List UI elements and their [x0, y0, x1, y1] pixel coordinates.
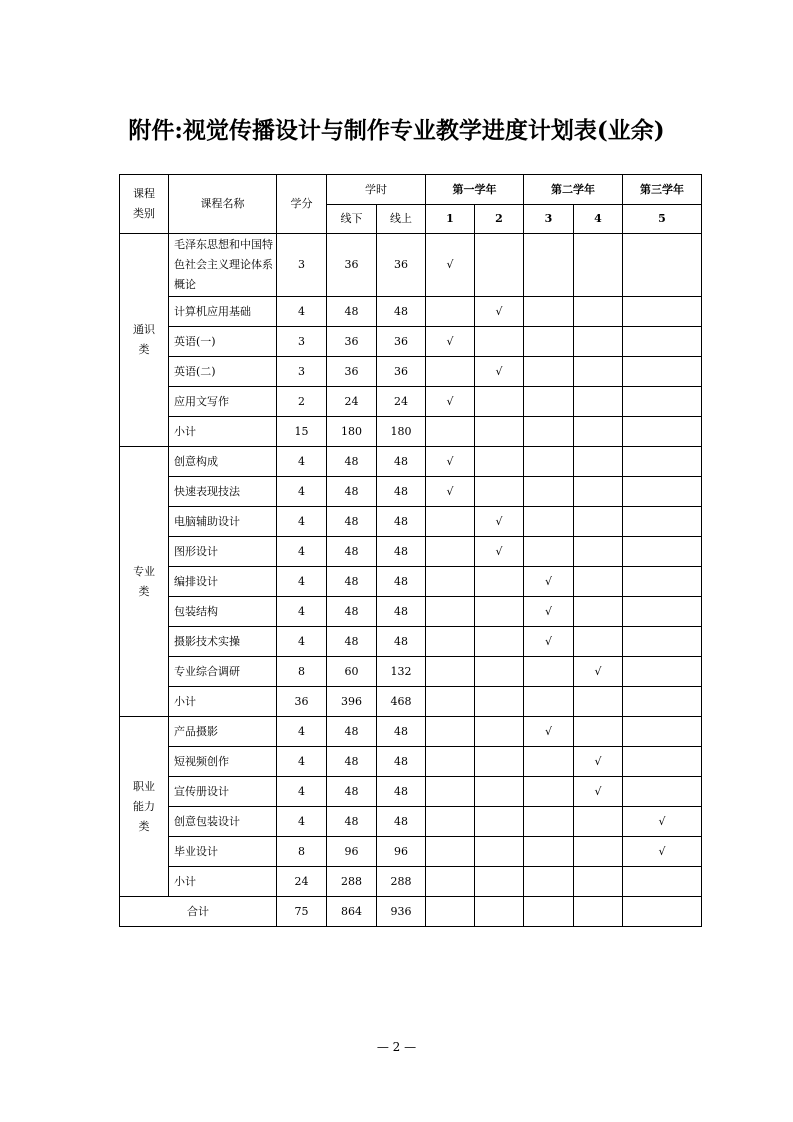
credits-cell: 4	[277, 777, 327, 807]
online-hours-cell: 48	[377, 297, 426, 327]
semester-5-cell	[623, 897, 702, 927]
header-semester-1: 1	[426, 205, 475, 234]
semester-5-cell	[623, 537, 702, 567]
header-semester-4: 4	[574, 205, 623, 234]
table-row	[120, 567, 702, 597]
offline-hours-cell: 180	[327, 417, 377, 447]
table-row	[120, 807, 702, 837]
semester-3-cell	[524, 387, 574, 417]
table-row	[120, 387, 702, 417]
course-name-cell: 毕业设计	[169, 837, 277, 867]
semester-4-cell	[574, 234, 623, 297]
semester-2-cell	[475, 867, 524, 897]
online-hours-cell: 36	[377, 357, 426, 387]
semester-5-cell	[623, 717, 702, 747]
semester-1-check-mark: √	[426, 447, 475, 477]
header-year-3: 第三学年	[623, 175, 702, 205]
table-row	[120, 717, 702, 747]
page-title: 附件:视觉传播设计与制作专业教学进度计划表(业余)	[128, 117, 665, 144]
course-name-cell: 编排设计	[169, 567, 277, 597]
semester-4-cell	[574, 537, 623, 567]
semester-2-cell	[475, 477, 524, 507]
semester-1-cell	[426, 747, 475, 777]
semester-2-cell	[475, 447, 524, 477]
course-name-cell: 英语(一)	[169, 327, 277, 357]
semester-2-check-mark: √	[475, 537, 524, 567]
semester-5-cell	[623, 327, 702, 357]
header-category: 课程 类别	[120, 175, 169, 234]
semester-1-cell	[426, 657, 475, 687]
semester-5-cell	[623, 747, 702, 777]
table-row	[120, 777, 702, 807]
offline-hours-cell: 48	[327, 567, 377, 597]
semester-4-cell	[574, 717, 623, 747]
semester-1-cell	[426, 717, 475, 747]
semester-1-cell	[426, 807, 475, 837]
table-row	[120, 597, 702, 627]
semester-3-cell	[524, 657, 574, 687]
semester-5-check-mark: √	[623, 837, 702, 867]
semester-4-cell	[574, 597, 623, 627]
offline-hours-cell: 36	[327, 357, 377, 387]
offline-hours-cell: 48	[327, 597, 377, 627]
online-hours-cell: 48	[377, 717, 426, 747]
offline-hours-cell: 48	[327, 297, 377, 327]
credits-cell: 4	[277, 297, 327, 327]
semester-4-cell	[574, 477, 623, 507]
semester-3-cell	[524, 327, 574, 357]
semester-3-cell	[524, 807, 574, 837]
semester-5-cell	[623, 567, 702, 597]
table-row	[120, 477, 702, 507]
online-hours-cell: 288	[377, 867, 426, 897]
semester-1-cell	[426, 567, 475, 597]
semester-3-cell	[524, 477, 574, 507]
online-hours-cell: 24	[377, 387, 426, 417]
total-row	[120, 897, 702, 927]
semester-1-cell	[426, 777, 475, 807]
header-semester-5: 5	[623, 205, 702, 234]
credits-cell: 3	[277, 357, 327, 387]
semester-1-check-mark: √	[426, 327, 475, 357]
online-hours-cell: 48	[377, 447, 426, 477]
credits-cell: 4	[277, 627, 327, 657]
semester-2-cell	[475, 417, 524, 447]
semester-2-cell	[475, 327, 524, 357]
table-row	[120, 297, 702, 327]
header-semester-2: 2	[475, 205, 524, 234]
semester-4-cell	[574, 417, 623, 447]
course-name-cell: 产品摄影	[169, 717, 277, 747]
table-row	[120, 327, 702, 357]
category-cell: 职业 能力 类	[120, 717, 169, 897]
total-online-hours: 936	[377, 897, 426, 927]
semester-4-check-mark: √	[574, 777, 623, 807]
credits-cell: 8	[277, 837, 327, 867]
credits-cell: 4	[277, 597, 327, 627]
credits-cell: 4	[277, 477, 327, 507]
offline-hours-cell: 60	[327, 657, 377, 687]
course-name-cell: 应用文写作	[169, 387, 277, 417]
online-hours-cell: 48	[377, 507, 426, 537]
offline-hours-cell: 48	[327, 537, 377, 567]
table-row	[120, 507, 702, 537]
semester-4-cell	[574, 567, 623, 597]
semester-3-cell	[524, 357, 574, 387]
semester-3-cell	[524, 777, 574, 807]
semester-4-cell	[574, 297, 623, 327]
semester-1-check-mark: √	[426, 477, 475, 507]
semester-4-check-mark: √	[574, 657, 623, 687]
credits-cell: 24	[277, 867, 327, 897]
category-cell: 专业 类	[120, 447, 169, 717]
course-name-cell: 宣传册设计	[169, 777, 277, 807]
course-name-cell: 摄影技术实操	[169, 627, 277, 657]
offline-hours-cell: 48	[327, 777, 377, 807]
credits-cell: 4	[277, 567, 327, 597]
course-name-cell: 创意包装设计	[169, 807, 277, 837]
semester-2-cell	[475, 777, 524, 807]
offline-hours-cell: 288	[327, 867, 377, 897]
online-hours-cell: 180	[377, 417, 426, 447]
semester-3-cell	[524, 747, 574, 777]
offline-hours-cell: 48	[327, 717, 377, 747]
semester-2-cell	[475, 627, 524, 657]
header-online: 线上	[377, 205, 426, 234]
table-row	[120, 537, 702, 567]
header-semester-3: 3	[524, 205, 574, 234]
online-hours-cell: 48	[377, 477, 426, 507]
online-hours-cell: 48	[377, 747, 426, 777]
semester-2-cell	[475, 387, 524, 417]
online-hours-cell: 48	[377, 537, 426, 567]
table-row	[120, 357, 702, 387]
semester-1-cell	[426, 537, 475, 567]
credits-cell: 3	[277, 234, 327, 297]
course-name-cell: 英语(二)	[169, 357, 277, 387]
course-name-cell: 小计	[169, 417, 277, 447]
semester-4-cell	[574, 807, 623, 837]
semester-1-cell	[426, 837, 475, 867]
credits-cell: 4	[277, 717, 327, 747]
header-credits: 学分	[277, 175, 327, 234]
table-row	[120, 837, 702, 867]
course-name-cell: 电脑辅助设计	[169, 507, 277, 537]
course-name-cell: 创意构成	[169, 447, 277, 477]
offline-hours-cell: 396	[327, 687, 377, 717]
online-hours-cell: 36	[377, 234, 426, 297]
semester-4-check-mark: √	[574, 747, 623, 777]
semester-5-cell	[623, 657, 702, 687]
semester-2-cell	[475, 837, 524, 867]
semester-1-cell	[426, 357, 475, 387]
online-hours-cell: 36	[377, 327, 426, 357]
course-name-cell: 包装结构	[169, 597, 277, 627]
table-row	[120, 627, 702, 657]
table-row	[120, 447, 702, 477]
offline-hours-cell: 48	[327, 627, 377, 657]
semester-4-cell	[574, 627, 623, 657]
semester-5-cell	[623, 447, 702, 477]
offline-hours-cell: 24	[327, 387, 377, 417]
semester-1-cell	[426, 627, 475, 657]
semester-1-cell	[426, 597, 475, 627]
semester-1-cell	[426, 867, 475, 897]
semester-3-cell	[524, 687, 574, 717]
semester-4-cell	[574, 897, 623, 927]
semester-5-cell	[623, 477, 702, 507]
semester-2-cell	[475, 657, 524, 687]
semester-1-cell	[426, 297, 475, 327]
semester-1-cell	[426, 897, 475, 927]
semester-3-cell	[524, 297, 574, 327]
credits-cell: 36	[277, 687, 327, 717]
online-hours-cell: 48	[377, 627, 426, 657]
semester-2-cell	[475, 807, 524, 837]
offline-hours-cell: 36	[327, 327, 377, 357]
semester-4-cell	[574, 447, 623, 477]
credits-cell: 4	[277, 447, 327, 477]
course-name-cell: 快速表现技法	[169, 477, 277, 507]
table-row	[120, 747, 702, 777]
semester-3-cell	[524, 507, 574, 537]
offline-hours-cell: 48	[327, 507, 377, 537]
table-row	[120, 867, 702, 897]
offline-hours-cell: 48	[327, 747, 377, 777]
semester-5-cell	[623, 417, 702, 447]
semester-3-cell	[524, 837, 574, 867]
header-year-2: 第二学年	[524, 175, 623, 205]
online-hours-cell: 96	[377, 837, 426, 867]
online-hours-cell: 48	[377, 567, 426, 597]
semester-5-cell	[623, 387, 702, 417]
credits-cell: 15	[277, 417, 327, 447]
category-cell: 通识 类	[120, 234, 169, 447]
course-name-cell: 专业综合调研	[169, 657, 277, 687]
semester-2-check-mark: √	[475, 297, 524, 327]
teaching-schedule-table	[119, 174, 702, 927]
semester-3-cell	[524, 867, 574, 897]
credits-cell: 4	[277, 507, 327, 537]
offline-hours-cell: 36	[327, 234, 377, 297]
credits-cell: 3	[277, 327, 327, 357]
semester-3-cell	[524, 234, 574, 297]
online-hours-cell: 468	[377, 687, 426, 717]
semester-4-cell	[574, 357, 623, 387]
credits-cell: 4	[277, 807, 327, 837]
semester-2-check-mark: √	[475, 507, 524, 537]
semester-5-cell	[623, 627, 702, 657]
credits-cell: 8	[277, 657, 327, 687]
total-offline-hours: 864	[327, 897, 377, 927]
semester-5-cell	[623, 297, 702, 327]
semester-5-cell	[623, 357, 702, 387]
table-row	[120, 234, 702, 297]
course-name-cell: 毛泽东思想和中国特色社会主义理论体系概论	[169, 234, 277, 297]
page-number: — 2 —	[376, 1040, 417, 1054]
course-name-cell: 计算机应用基础	[169, 297, 277, 327]
semester-2-cell	[475, 597, 524, 627]
semester-2-cell	[475, 717, 524, 747]
online-hours-cell: 48	[377, 597, 426, 627]
semester-4-cell	[574, 507, 623, 537]
semester-3-check-mark: √	[524, 597, 574, 627]
course-name-cell: 小计	[169, 867, 277, 897]
credits-cell: 4	[277, 537, 327, 567]
course-name-cell: 短视频创作	[169, 747, 277, 777]
header-offline: 线下	[327, 205, 377, 234]
online-hours-cell: 48	[377, 807, 426, 837]
semester-4-cell	[574, 867, 623, 897]
semester-2-cell	[475, 234, 524, 297]
semester-1-check-mark: √	[426, 234, 475, 297]
semester-4-cell	[574, 687, 623, 717]
header-hours: 学时	[327, 175, 426, 205]
offline-hours-cell: 48	[327, 807, 377, 837]
semester-5-cell	[623, 687, 702, 717]
semester-5-cell	[623, 234, 702, 297]
semester-3-cell	[524, 417, 574, 447]
offline-hours-cell: 96	[327, 837, 377, 867]
semester-1-check-mark: √	[426, 387, 475, 417]
semester-4-cell	[574, 327, 623, 357]
semester-3-check-mark: √	[524, 567, 574, 597]
semester-3-cell	[524, 897, 574, 927]
table-row	[120, 687, 702, 717]
header-course-name: 课程名称	[169, 175, 277, 234]
credits-cell: 2	[277, 387, 327, 417]
semester-5-check-mark: √	[623, 807, 702, 837]
semester-2-cell	[475, 687, 524, 717]
semester-1-cell	[426, 417, 475, 447]
semester-3-cell	[524, 537, 574, 567]
online-hours-cell: 132	[377, 657, 426, 687]
course-name-cell: 图形设计	[169, 537, 277, 567]
total-label: 合计	[120, 897, 277, 927]
semester-3-cell	[524, 447, 574, 477]
table-row	[120, 417, 702, 447]
semester-5-cell	[623, 867, 702, 897]
total-credits: 75	[277, 897, 327, 927]
semester-1-cell	[426, 687, 475, 717]
online-hours-cell: 48	[377, 777, 426, 807]
semester-5-cell	[623, 777, 702, 807]
semester-2-check-mark: √	[475, 357, 524, 387]
semester-3-check-mark: √	[524, 717, 574, 747]
table-body	[120, 234, 702, 927]
offline-hours-cell: 48	[327, 447, 377, 477]
semester-3-check-mark: √	[524, 627, 574, 657]
offline-hours-cell: 48	[327, 477, 377, 507]
semester-1-cell	[426, 507, 475, 537]
semester-4-cell	[574, 837, 623, 867]
semester-2-cell	[475, 567, 524, 597]
semester-5-cell	[623, 597, 702, 627]
semester-5-cell	[623, 507, 702, 537]
semester-4-cell	[574, 387, 623, 417]
table-row	[120, 657, 702, 687]
course-name-cell: 小计	[169, 687, 277, 717]
credits-cell: 4	[277, 747, 327, 777]
header-year-1: 第一学年	[426, 175, 524, 205]
semester-2-cell	[475, 747, 524, 777]
semester-2-cell	[475, 897, 524, 927]
